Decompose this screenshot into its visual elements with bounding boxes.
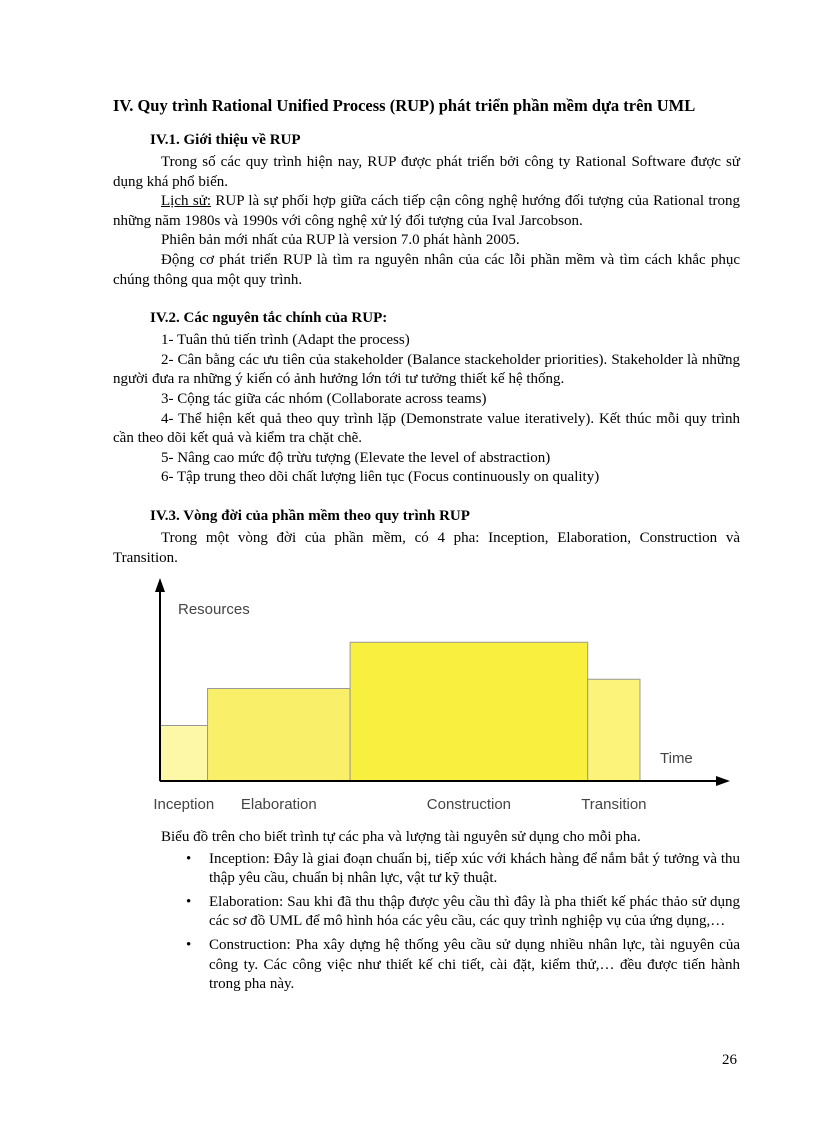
bar-construction	[350, 642, 588, 781]
list-item-text: Construction: Pha xây dựng hệ thống yêu cầu sử dụng nhiều nhân lực, tài nguyên của công ty. Các công việc như thiết kế chi tiết, cài đặt, kiểm thử,… đều được tiến hành trong pha này.	[209, 937, 740, 993]
page-title: IV. Quy trình Rational Unified Process (RUP) phát triển phần mềm dựa trên UML	[113, 96, 696, 115]
bar-inception	[160, 726, 208, 782]
y-axis-arrow-icon	[155, 578, 165, 592]
paragraph: Trong một vòng đời của phần mềm, có 4 pha: Inception, Elaboration, Construction và Transition.	[113, 529, 740, 566]
page-number: 26	[722, 1052, 737, 1068]
y-axis-label: Resources	[178, 601, 250, 619]
tick-label: Inception	[153, 796, 215, 814]
section-lifecycle	[113, 508, 740, 995]
list-item-text: Inception: Đây là giai đoạn chuẩn bị, tiếp xúc với khách hàng để nắm bắt ý tưởng và thu thập yêu cầu, chuẩn bị nhân lực, vật tư kỹ thuật.	[209, 850, 740, 887]
principle-item: 6- Tập trung theo dõi chất lượng liên tục (Focus continuously on quality)	[161, 469, 600, 486]
principle-item: 3- Cộng tác giữa các nhóm (Collaborate across teams)	[161, 390, 487, 407]
chart-svg	[110, 576, 750, 826]
x-axis-arrow-icon	[716, 776, 730, 786]
bullet-icon: •	[186, 893, 192, 910]
section-heading: IV.3. Vòng đời của phần mềm theo quy trình RUP	[150, 507, 470, 524]
tick-label: Transition	[581, 796, 647, 814]
rup-phase-chart	[110, 576, 750, 826]
bar-elaboration	[208, 689, 351, 782]
section-heading: IV.2. Các nguyên tắc chính của RUP:	[150, 310, 388, 327]
principle-item: 4- Thể hiện kết quả theo quy trình lặp (Demonstrate value iteratively). Kết thúc mỗi quy trình cần theo dõi kết quả và kiểm tra chặt chẽ.	[113, 410, 740, 447]
list-item-text: Elaboration: Sau khi đã thu thập được yêu cầu thì đây là pha thiết kế phác thảo sử dụng các sơ đồ UML để mô hình hóa các yêu cầu, các quy trình nghiệp vụ của ứng dụng,…	[209, 893, 740, 930]
history-text: RUP là sự phối hợp giữa cách tiếp cận công nghệ hướng đối tượng của Rational trong những năm 1980s và 1990s với công nghệ xử lý đối tượng của Ival Jarcobson.	[113, 193, 741, 229]
section-heading: IV.1. Giới thiệu về RUP	[150, 132, 301, 148]
tick-label: Construction	[426, 796, 512, 814]
bullet-icon: •	[186, 850, 192, 867]
list-item	[113, 893, 740, 932]
paragraph-history	[113, 192, 740, 231]
history-label: Lịch sử:	[161, 193, 211, 210]
paragraph: Phiên bản mới nhất của RUP là version 7.0 phát hành 2005.	[161, 232, 520, 249]
principle-item: 1- Tuân thủ tiến trình (Adapt the process)	[161, 332, 410, 349]
principle-item: 5- Nâng cao mức độ trừu tượng (Elevate the level of abstraction)	[161, 449, 551, 466]
bullet-icon: •	[186, 937, 192, 954]
section-principles	[113, 310, 740, 488]
paragraph: Động cơ phát triển RUP là tìm ra nguyên nhân của các lỗi phần mềm và tìm cách khắc phục chúng thông qua một quy trình.	[113, 251, 740, 288]
bar-transition	[588, 679, 640, 781]
section-intro	[113, 132, 740, 290]
list-item	[113, 850, 740, 889]
phase-bullet-list	[113, 850, 740, 995]
x-axis-label: Time	[660, 750, 693, 768]
document-page	[113, 96, 740, 999]
list-item	[113, 936, 740, 995]
tick-label: Elaboration	[240, 796, 317, 814]
principle-item: 2- Cân bằng các ưu tiên của stakeholder (Balance stackeholder priorities). Stakeholder là những người đưa ra những ý kiến có ảnh hưởng lớn tới tư tưởng thiết kế hệ thống.	[113, 351, 740, 388]
chart-caption: Biểu đồ trên cho biết trình tự các pha và lượng tài nguyên sử dụng cho mỗi pha.	[161, 829, 641, 846]
paragraph: Trong số các quy trình hiện nay, RUP được phát triển bởi công ty Rational Software được sử dụng khá phổ biến.	[113, 154, 740, 190]
